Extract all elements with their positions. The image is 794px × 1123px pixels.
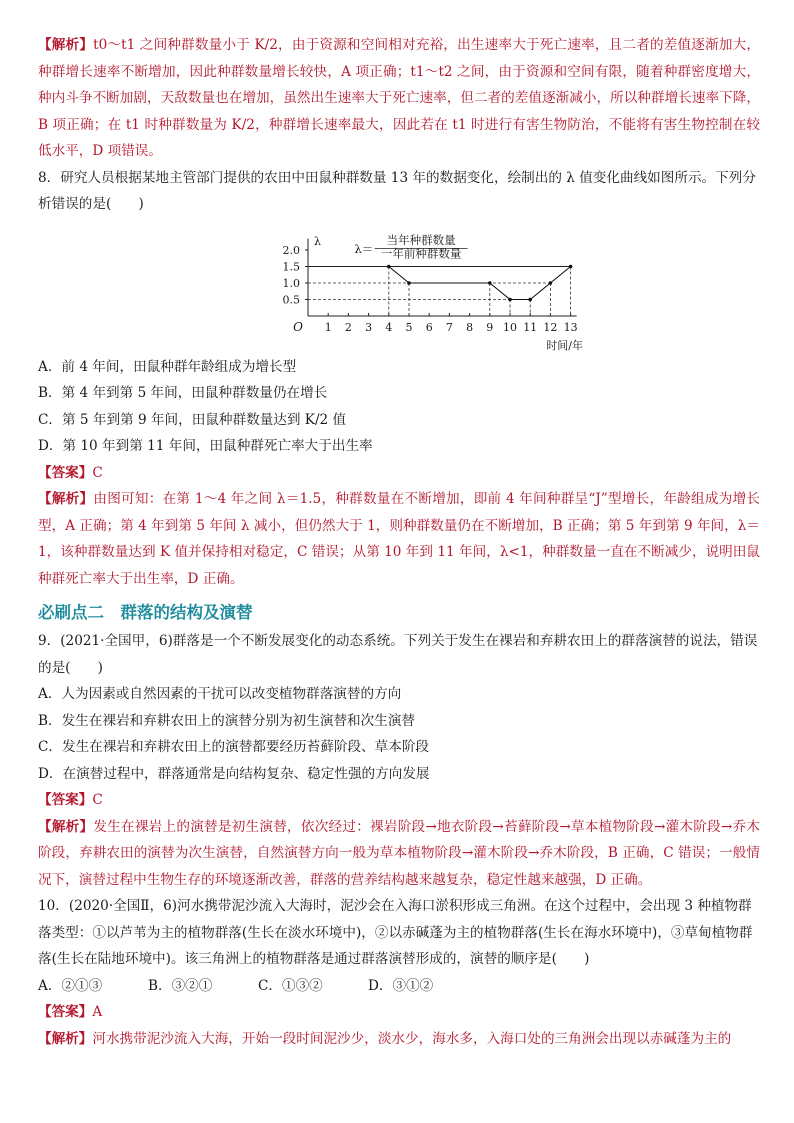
q8-option-c: C．第 5 年到第 9 年间，田鼠种群数量达到 K/2 值 (38, 411, 347, 428)
q10-analysis (38, 1026, 760, 1053)
analysis-text: 河水携带泥沙流入大海，开始一段时间泥沙少，淡水少，海水多，入海口处的三角洲会出现以赤碱蓬为主的 (92, 1030, 732, 1047)
analysis-text: t0～t1 之间种群数量小于 K/2，由于资源和空间相对充裕，出生速率大于死亡速率，且二者的差值逐渐加大，种群增长速率不断增加，因此种群数量增长较快，A 项正确；t1～t2 之间，由于资源和空间有限，随着种群密度增大，种内斗争不断加剧，天敌数量也在增加，虽然出生速率大于死亡速率，但二者的差值逐渐减小，所以种群增长速率下降，B 项正确；在 t1 时种群数量为 K/2，种群增长速率最大，因此若在 t1 时进行有害生物防治，不能将有害生物控制在较低水平，D 项错误。 (38, 37, 761, 159)
y-tick-label: 2.0 (282, 243, 300, 257)
q10-option-b: B．③②① (148, 977, 213, 994)
x-tick-label: 9 (486, 320, 494, 334)
analysis-text-1: 由图可知：在第 1～4 年之间 λ＝1.5，种群数量在不断增加，即前 4 年间种群呈“J”型增长， (93, 491, 664, 507)
lambda-chart (38, 220, 760, 352)
formula-lhs: λ＝ (354, 241, 374, 256)
analysis-text-red-2: λ<1， (499, 544, 543, 560)
q10-option-a: A．②①③ (38, 977, 103, 994)
origin-label: O (293, 319, 303, 334)
q10-options (38, 973, 760, 1000)
analysis-tag: 【解析】 (38, 491, 94, 507)
analysis-text-red-1: 年龄组成为增长型， (38, 491, 761, 534)
q9-option-a: A．人为因素或自然因素的干扰可以改变植物群落演替的方向 (38, 686, 402, 702)
q8-option-d: D．第 10 年到第 11 年间，田鼠种群死亡率大于出生率 (38, 438, 373, 454)
q10-option-c: C．①③② (258, 977, 323, 994)
q8-option-b: B．第 4 年到第 5 年间，田鼠种群数量仍在增长 (38, 385, 328, 401)
x-tick-label: 3 (365, 320, 373, 334)
data-point (387, 264, 391, 268)
y-tick-label: 1.5 (282, 260, 300, 273)
answer-tag: 【答案】 (38, 792, 93, 808)
analysis-tag: 【解析】 (38, 37, 94, 53)
x-tick-label: 1 (324, 320, 332, 334)
question-9-stem: 9．(2021·全国甲，6)群落是一个不断发展变化的动态系统。下列关于发生在裸岩和弃耕农田上的群落演替的说法，错误的是( ) (38, 633, 758, 676)
section-title: 必刷点二 群落的结构及演替 (38, 603, 253, 622)
q9-option-c: C．发生在裸岩和弃耕农田上的演替都要经历苔藓阶段、草本阶段 (38, 739, 430, 755)
answer-value: C (92, 792, 103, 808)
q8-option-a: A．前 4 年间，田鼠种群年龄组成为增长型 (38, 358, 297, 375)
y-tick-label: 1.0 (282, 276, 300, 290)
q8-analysis (38, 486, 760, 592)
q10-answer (38, 999, 760, 1026)
analysis-text-2: A 正确；第 4 年到第 5 年间 λ 减小，但仍然大于 1，则种群数量仍在不断增加，B 正确；第 5 年到第 9 年间，λ＝1，该种群数量达到 K 值并保持相对稳定，C 错误；从第 10 年到 11 年间， (38, 517, 761, 560)
x-tick-label: 7 (445, 320, 453, 334)
formula-denominator: 一年前种群数量 (380, 246, 462, 261)
q9-analysis (38, 814, 760, 894)
data-point (569, 264, 573, 268)
formula-numerator: 当年种群数量 (386, 232, 456, 247)
q9-option-d: D．在演替过程中，群落通常是向结构复杂、稳定性强的方向发展 (38, 765, 430, 782)
data-point (488, 281, 492, 285)
x-tick-label: 12 (543, 320, 558, 334)
document-page (38, 32, 760, 1052)
answer-tag: 【答案】 (38, 1004, 93, 1020)
x-tick-label: 8 (466, 320, 474, 334)
x-tick-label: 4 (385, 320, 393, 334)
x-tick-label: 5 (405, 320, 413, 334)
x-tick-label: 2 (344, 320, 352, 334)
q9-answer (38, 787, 760, 814)
analysis-text: 发生在裸岩上的演替是初生演替，依次经过：裸岩阶段→地衣阶段→苔藓阶段→草本植物阶段→灌木阶段→乔木阶段，弃耕农田的演替为次生演替，自然演替方向一般为草本植物阶段→灌木阶段→乔木阶段，B 正确，C 错误；一般情况下，演替过程中生物生存的环境逐渐改善，群落的营养结构越来越复杂，稳定性越来越强，D 正确。 (38, 818, 760, 888)
answer-value: A (92, 1004, 103, 1020)
q9-option-b: B．发生在裸岩和弃耕农田上的演替分别为初生演替和次生演替 (38, 712, 416, 729)
lambda-chart-svg (238, 220, 598, 352)
data-point (528, 297, 532, 301)
y-axis-label: λ (314, 234, 321, 248)
question-10-stem: 10．(2020·全国Ⅱ，6)河水携带泥沙流入大海时，泥沙会在入海口淤积形成三角洲。在这个过程中，会出现 3 种植物群落类型：①以芦苇为主的植物群落(生长在淡水环境中)，②以赤碱蓬为主的植物群落(生长在海水环境中)，③草甸植物群落(生长在陆地环境中)。该三角洲上的植物群落是通过群落演替形成的，演替的顺序是( ) (38, 898, 753, 967)
x-tick-label: 6 (425, 320, 433, 334)
data-point (549, 281, 553, 285)
x-tick-label: 10 (503, 320, 517, 334)
analysis-paragraph-q7 (38, 32, 760, 165)
analysis-tag: 【解析】 (38, 1030, 93, 1047)
answer-value: C (92, 464, 103, 481)
x-tick-label: 11 (523, 320, 538, 334)
analysis-text-3: 种群数量一直在不断减少，说明田鼠种群死亡率大于出生率，D 正确。 (38, 544, 761, 587)
y-tick-label: 0.5 (282, 293, 300, 306)
analysis-tag: 【解析】 (38, 818, 94, 835)
q10-option-d: D．③①② (368, 977, 434, 994)
question-8-stem: 8．研究人员根据某地主管部门提供的农田中田鼠种群数量 13 年的数据变化，绘制出的 λ 值变化曲线如图所示。下列分析错误的是( ) (38, 169, 756, 212)
answer-tag: 【答案】 (38, 464, 93, 481)
x-axis-label: 时间/年 (546, 338, 583, 352)
data-point (407, 281, 411, 285)
q8-answer (38, 460, 760, 487)
x-tick-label: 13 (563, 320, 578, 334)
data-point (508, 297, 512, 301)
